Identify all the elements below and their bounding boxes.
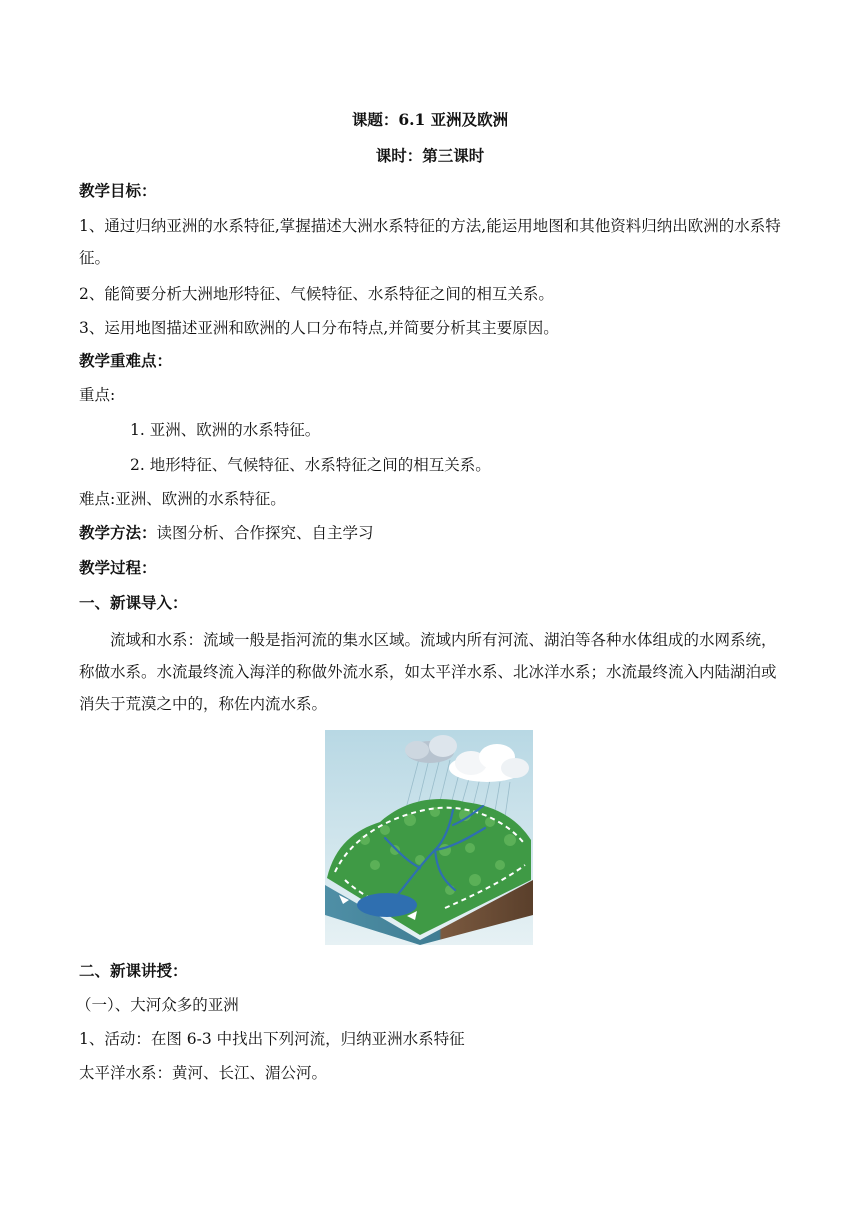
key-item-2: 2. 地形特征、气候特征、水系特征之间的相互关系。 bbox=[130, 456, 491, 474]
watershed-illustration bbox=[325, 730, 533, 945]
section2-heading: 二、新课讲授： bbox=[79, 961, 188, 980]
difficulty-text: 难点:亚洲、欧洲的水系特征。 bbox=[79, 490, 286, 508]
key-item-1: 1. 亚洲、欧洲的水系特征。 bbox=[130, 421, 321, 439]
method-text: 读图分析、合作探究、自主学习 bbox=[156, 524, 374, 542]
method-label: 教学方法： bbox=[79, 523, 157, 542]
watershed-figure bbox=[325, 730, 533, 945]
objectives-heading: 教学目标： bbox=[79, 181, 157, 200]
key-points-heading: 教学重难点： bbox=[79, 351, 173, 370]
process-heading: 教学过程： bbox=[79, 558, 157, 577]
lesson-period: 课时：第三课时 bbox=[375, 146, 485, 165]
objective-item-2: 2、能简要分析大洲地形特征、气候特征、水系特征之间的相互关系。 bbox=[79, 285, 554, 303]
pacific-system-text: 太平洋水系：黄河、长江、湄公河。 bbox=[79, 1064, 328, 1082]
activity-text: 1、活动：在图 6-3 中找出下列河流，归纳亚洲水系特征 bbox=[79, 1030, 465, 1048]
section1-heading: 一、新课导入： bbox=[79, 593, 188, 612]
key-label: 重点: bbox=[79, 386, 116, 404]
lake bbox=[357, 893, 417, 917]
objective-item-1: 1、通过归纳亚洲的水系特征,掌握描述大洲水系特征的方法,能运用地图和其他资料归纳出欧洲的水系特征。 bbox=[79, 217, 781, 267]
objective-item-3: 3、运用地图描述亚洲和欧洲的人口分布特点,并简要分析其主要原因。 bbox=[79, 319, 559, 337]
section1-paragraph: 流域和水系：流域一般是指河流的集水区域。流域内所有河流、湖泊等各种水体组成的水网系统，称做水系。水流最终流入海洋的称做外流水系，如太平洋水系、北冰洋水系；水流最终流入内陆湖泊或消失于荒漠之中的，称佐内流水系。 bbox=[79, 631, 777, 713]
subsection1-heading: （一）、大河众多的亚洲 bbox=[76, 996, 239, 1014]
method-line bbox=[79, 522, 783, 544]
lesson-title: 课题：6.1 亚洲及欧洲 bbox=[351, 110, 509, 129]
